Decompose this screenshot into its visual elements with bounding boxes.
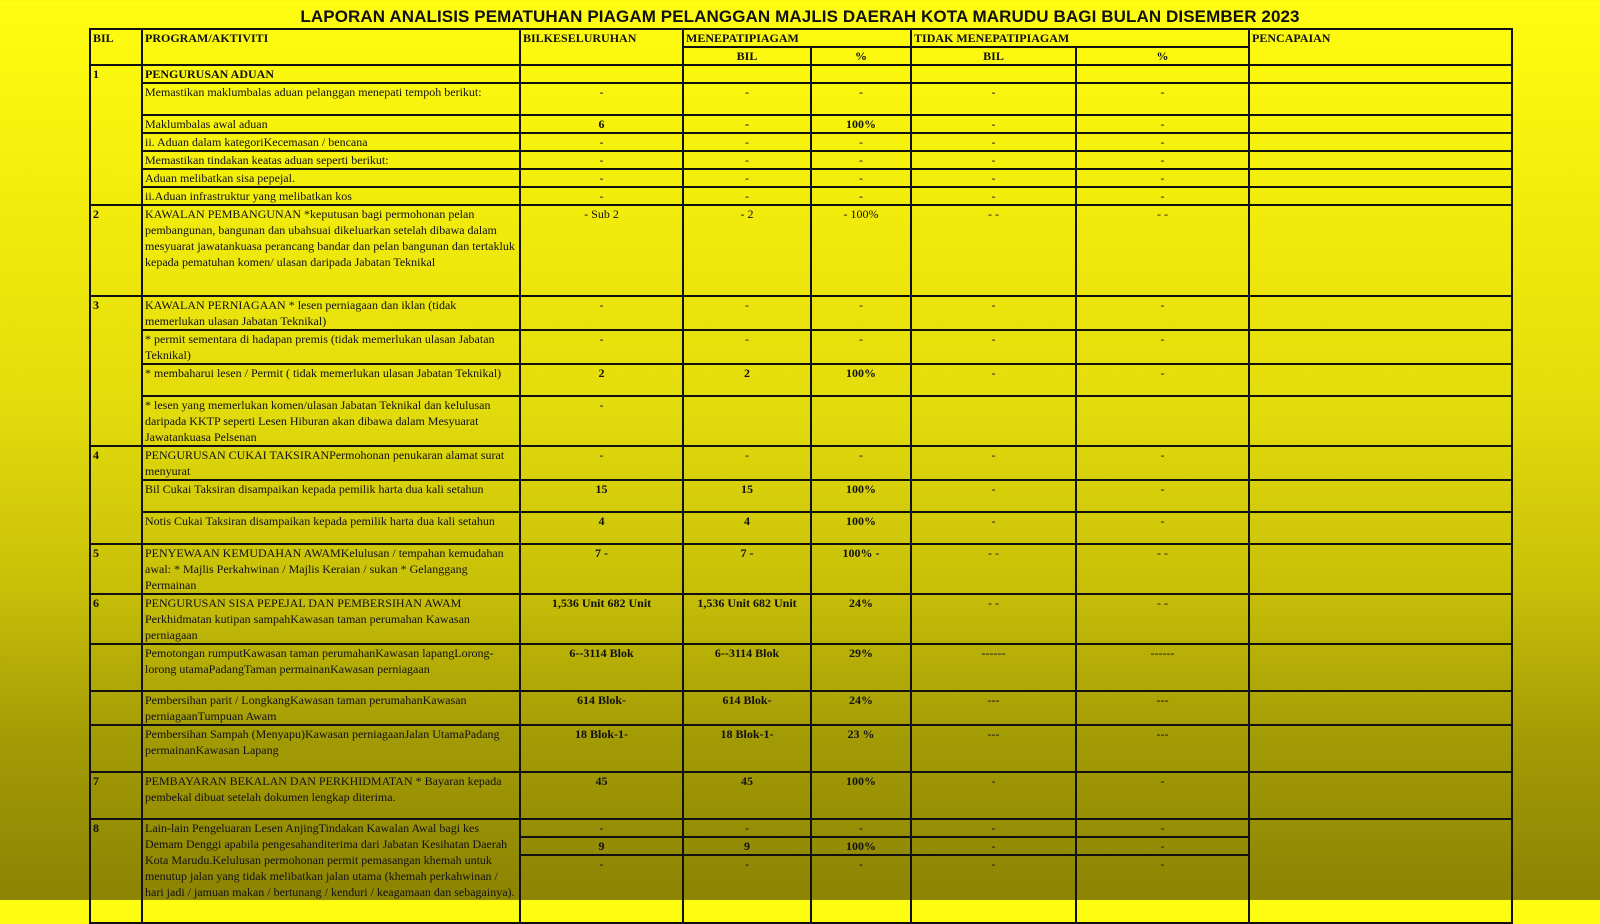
pencapaian-cell [1249, 364, 1512, 396]
tidak-pct-cell: - [1076, 83, 1249, 115]
table-row [90, 544, 1512, 594]
total-cell: - Sub 2 [520, 205, 683, 296]
total-cell: - [520, 187, 683, 205]
menepati-pct-cell: - [811, 133, 911, 151]
tidak-bil-cell: --- [911, 691, 1076, 725]
row-number: 3 [90, 296, 142, 446]
menepati-pct-cell [811, 65, 911, 83]
table-row [90, 446, 1512, 480]
menepati-pct-cell: 100% [811, 364, 911, 396]
tidak-pct-cell [1076, 396, 1249, 446]
menepati-pct-cell: 23 % [811, 725, 911, 772]
table-row [90, 364, 1512, 396]
menepati-bil-cell: - [683, 169, 811, 187]
tidak-bil-cell: - [911, 133, 1076, 151]
row-number: 5 [90, 544, 142, 594]
table-row [90, 396, 1512, 446]
total-cell: - [520, 133, 683, 151]
tidak-bil-cell: - [911, 169, 1076, 187]
menepati-pct-cell: - [811, 169, 911, 187]
table-row [90, 480, 1512, 512]
menepati-bil-cell: - [683, 855, 811, 923]
menepati-bil-cell: 18 Blok-1- [683, 725, 811, 772]
tidak-pct-cell: - - [1076, 544, 1249, 594]
menepati-bil-cell [683, 396, 811, 446]
menepati-pct-cell: - [811, 296, 911, 330]
pencapaian-cell [1249, 151, 1512, 169]
header-bil: BIL [90, 29, 142, 65]
tidak-pct-cell: - [1076, 330, 1249, 364]
menepati-bil-cell: - [683, 187, 811, 205]
subheader-tidak-pct: % [1076, 47, 1249, 65]
menepati-bil-cell: - [683, 133, 811, 151]
menepati-bil-cell: - [683, 83, 811, 115]
total-cell: 2 [520, 364, 683, 396]
total-cell: - [520, 819, 683, 837]
table-row [90, 296, 1512, 330]
menepati-bil-cell: 614 Blok- [683, 691, 811, 725]
program-cell: * membaharui lesen / Permit ( tidak memerlukan ulasan Jabatan Teknikal) [142, 364, 520, 396]
tidak-pct-cell: - [1076, 855, 1249, 923]
program-cell: * permit sementara di hadapan premis (tidak memerlukan ulasan Jabatan Teknikal) [142, 330, 520, 364]
menepati-bil-cell: 45 [683, 772, 811, 819]
tidak-bil-cell: - - [911, 544, 1076, 594]
table-row [90, 819, 1512, 837]
total-cell: 614 Blok- [520, 691, 683, 725]
tidak-bil-cell: - [911, 364, 1076, 396]
tidak-pct-cell: - [1076, 169, 1249, 187]
header-bil-keseluruhan: BILKESELURUHAN [520, 29, 683, 65]
tidak-bil-cell: - [911, 480, 1076, 512]
table-row [90, 83, 1512, 115]
menepati-bil-cell [683, 65, 811, 83]
menepati-pct-cell: 100% [811, 512, 911, 544]
tidak-pct-cell: - [1076, 772, 1249, 819]
total-cell: 18 Blok-1- [520, 725, 683, 772]
menepati-pct-cell: 100% [811, 837, 911, 855]
pencapaian-cell [1249, 691, 1512, 725]
tidak-pct-cell: - [1076, 187, 1249, 205]
tidak-pct-cell: - [1076, 296, 1249, 330]
total-cell: - [520, 855, 683, 923]
program-cell: PEMBAYARAN BEKALAN DAN PERKHIDMATAN * Bayaran kepada pembekal dibuat setelah dokumen lengkap diterima. [142, 772, 520, 819]
tidak-pct-cell: - [1076, 151, 1249, 169]
tidak-bil-cell [911, 65, 1076, 83]
menepati-bil-cell: - [683, 819, 811, 837]
menepati-pct-cell: 100% [811, 772, 911, 819]
pencapaian-cell [1249, 819, 1512, 923]
table-row [90, 772, 1512, 819]
pencapaian-cell [1249, 644, 1512, 691]
menepati-pct-cell: - [811, 330, 911, 364]
program-cell: Aduan melibatkan sisa pepejal. [142, 169, 520, 187]
menepati-pct-cell: - [811, 446, 911, 480]
row-number [90, 725, 142, 772]
row-number: 6 [90, 594, 142, 644]
pencapaian-cell [1249, 169, 1512, 187]
menepati-bil-cell: 1,536 Unit 682 Unit [683, 594, 811, 644]
menepati-pct-cell: 24% [811, 691, 911, 725]
total-cell: 45 [520, 772, 683, 819]
total-cell: 6 [520, 115, 683, 133]
total-cell [520, 65, 683, 83]
program-cell: Memastikan tindakan keatas aduan seperti berikut: [142, 151, 520, 169]
program-cell: Pembersihan Sampah (Menyapu)Kawasan perniagaanJalan UtamaPadang permainanKawasan Lapang [142, 725, 520, 772]
program-cell: * lesen yang memerlukan komen/ulasan Jabatan Teknikal dan kelulusan daripada KKTP seperti Lesen Hiburan akan dibawa dalam Mesyuarat Jawatankuasa Pelsenan [142, 396, 520, 446]
header-pencapaian: PENCAPAIAN [1249, 29, 1512, 65]
table-row [90, 187, 1512, 205]
tidak-pct-cell: --- [1076, 725, 1249, 772]
total-cell: 9 [520, 837, 683, 855]
total-cell: - [520, 446, 683, 480]
total-cell: 6--3114 Blok [520, 644, 683, 691]
menepati-pct-cell: 24% [811, 594, 911, 644]
table-row [90, 512, 1512, 544]
total-cell: - [520, 169, 683, 187]
tidak-pct-cell: - [1076, 446, 1249, 480]
tidak-bil-cell: - [911, 837, 1076, 855]
tidak-bil-cell [911, 396, 1076, 446]
menepati-bil-cell: 15 [683, 480, 811, 512]
table-row [90, 205, 1512, 296]
pencapaian-cell [1249, 330, 1512, 364]
tidak-bil-cell: ------ [911, 644, 1076, 691]
program-cell: PENYEWAAN KEMUDAHAN AWAMKelulusan / tempahan kemudahan awal: * Majlis Perkahwinan / Majlis Keraian / sukan * Gelanggang Permainan [142, 544, 520, 594]
table-row [90, 644, 1512, 691]
tidak-bil-cell: - [911, 512, 1076, 544]
menepati-pct-cell: - [811, 819, 911, 837]
table-row [90, 594, 1512, 644]
tidak-pct-cell: - [1076, 837, 1249, 855]
table-body [90, 65, 1512, 923]
row-number [90, 644, 142, 691]
tidak-pct-cell: - - [1076, 205, 1249, 296]
tidak-pct-cell: ------ [1076, 644, 1249, 691]
table-row [90, 169, 1512, 187]
menepati-bil-cell: 4 [683, 512, 811, 544]
menepati-bil-cell: - [683, 151, 811, 169]
menepati-bil-cell: 7 - [683, 544, 811, 594]
program-cell: Lain-lain Pengeluaran Lesen AnjingTindakan Kawalan Awal bagi kes Demam Denggi apabila pengesahanditerima dari Jabatan Kesihatan Daerah Kota Marudu.Kelulusan permohonan permit pemasangan khemah untuk menutup jalan yang tidak melibatkan jalan utama (khemah perkahwinan / hari jadi / jamuan makan / bertunang / kenduri / keagamaan dan sebagainya). [142, 819, 520, 923]
menepati-pct-cell: 100% [811, 480, 911, 512]
menepati-pct-cell: 100% - [811, 544, 911, 594]
program-cell: Maklumbalas awal aduan [142, 115, 520, 133]
total-cell: - [520, 396, 683, 446]
menepati-pct-cell: 100% [811, 115, 911, 133]
pencapaian-cell [1249, 544, 1512, 594]
table-row [90, 725, 1512, 772]
total-cell: - [520, 330, 683, 364]
total-cell: 4 [520, 512, 683, 544]
menepati-pct-cell: 29% [811, 644, 911, 691]
total-cell: 15 [520, 480, 683, 512]
header-menepati-piagam: MENEPATIPIAGAM [683, 29, 911, 47]
program-cell: ii.Aduan infrastruktur yang melibatkan kos [142, 187, 520, 205]
menepati-bil-cell: 9 [683, 837, 811, 855]
report-title: LAPORAN ANALISIS PEMATUHAN PIAGAM PELANGGAN MAJLIS DAERAH KOTA MARUDU BAGI BULAN DISEMBER 2023 [300, 7, 1300, 26]
menepati-bil-cell: - 2 [683, 205, 811, 296]
menepati-bil-cell: - [683, 446, 811, 480]
tidak-bil-cell: - [911, 330, 1076, 364]
tidak-bil-cell: --- [911, 725, 1076, 772]
subheader-menepati-pct: % [811, 47, 911, 65]
header-program: PROGRAM/AKTIVITI [142, 29, 520, 65]
pencapaian-cell [1249, 133, 1512, 151]
menepati-bil-cell: 6--3114 Blok [683, 644, 811, 691]
row-number: 7 [90, 772, 142, 819]
pencapaian-cell [1249, 115, 1512, 133]
row-number: 1 [90, 65, 142, 205]
menepati-pct-cell: - [811, 83, 911, 115]
menepati-pct-cell: - [811, 855, 911, 923]
tidak-bil-cell: - [911, 151, 1076, 169]
row-number: 2 [90, 205, 142, 296]
tidak-bil-cell: - [911, 187, 1076, 205]
table-row [90, 65, 1512, 83]
tidak-pct-cell [1076, 65, 1249, 83]
pencapaian-cell [1249, 65, 1512, 83]
menepati-pct-cell: - [811, 187, 911, 205]
pencapaian-cell [1249, 187, 1512, 205]
tidak-pct-cell: - [1076, 115, 1249, 133]
pencapaian-cell [1249, 480, 1512, 512]
pencapaian-cell [1249, 594, 1512, 644]
program-cell: Notis Cukai Taksiran disampaikan kepada pemilik harta dua kali setahun [142, 512, 520, 544]
pencapaian-cell [1249, 83, 1512, 115]
subheader-tidak-bil: BIL [911, 47, 1076, 65]
pencapaian-cell [1249, 205, 1512, 296]
menepati-bil-cell: - [683, 115, 811, 133]
tidak-pct-cell: --- [1076, 691, 1249, 725]
subheader-menepati-bil: BIL [683, 47, 811, 65]
menepati-pct-cell: - [811, 151, 911, 169]
total-cell: 7 - [520, 544, 683, 594]
pencapaian-cell [1249, 772, 1512, 819]
program-cell: ii. Aduan dalam kategoriKecemasan / bencana [142, 133, 520, 151]
pencapaian-cell [1249, 725, 1512, 772]
tidak-bil-cell: - - [911, 594, 1076, 644]
table-row [90, 115, 1512, 133]
compliance-table [89, 28, 1513, 924]
tidak-bil-cell: - [911, 855, 1076, 923]
pencapaian-cell [1249, 396, 1512, 446]
program-cell: KAWALAN PERNIAGAAN * lesen perniagaan dan iklan (tidak memerlukan ulasan Jabatan Teknikal) [142, 296, 520, 330]
tidak-pct-cell: - [1076, 364, 1249, 396]
total-cell: - [520, 296, 683, 330]
tidak-bil-cell: - [911, 819, 1076, 837]
table-row [90, 151, 1512, 169]
total-cell: 1,536 Unit 682 Unit [520, 594, 683, 644]
program-cell: Pembersihan parit / LongkangKawasan taman perumahanKawasan perniagaanTumpuan Awam [142, 691, 520, 725]
row-number: 4 [90, 446, 142, 544]
tidak-pct-cell: - [1076, 480, 1249, 512]
program-cell: Pemotongan rumputKawasan taman perumahanKawasan lapangLorong-lorong utamaPadangTaman permainanKawasan perniagaan [142, 644, 520, 691]
menepati-bil-cell: - [683, 296, 811, 330]
menepati-bil-cell: 2 [683, 364, 811, 396]
header-tidak-menepati-piagam: TIDAK MENEPATIPIAGAM [911, 29, 1249, 47]
tidak-pct-cell: - [1076, 512, 1249, 544]
tidak-bil-cell: - [911, 446, 1076, 480]
total-cell: - [520, 151, 683, 169]
program-cell: PENGURUSAN ADUAN [142, 65, 520, 83]
table-row [90, 133, 1512, 151]
tidak-pct-cell: - - [1076, 594, 1249, 644]
menepati-bil-cell: - [683, 330, 811, 364]
program-cell: Memastikan maklumbalas aduan pelanggan menepati tempoh berikut: [142, 83, 520, 115]
pencapaian-cell [1249, 296, 1512, 330]
tidak-bil-cell: - [911, 115, 1076, 133]
tidak-pct-cell: - [1076, 133, 1249, 151]
menepati-pct-cell: - 100% [811, 205, 911, 296]
row-number [90, 691, 142, 725]
tidak-bil-cell: - [911, 83, 1076, 115]
program-cell: Bil Cukai Taksiran disampaikan kepada pemilik harta dua kali setahun [142, 480, 520, 512]
tidak-bil-cell: - - [911, 205, 1076, 296]
pencapaian-cell [1249, 512, 1512, 544]
total-cell: - [520, 83, 683, 115]
menepati-pct-cell [811, 396, 911, 446]
tidak-bil-cell: - [911, 296, 1076, 330]
tidak-pct-cell: - [1076, 819, 1249, 837]
row-number: 8 [90, 819, 142, 923]
table-row [90, 691, 1512, 725]
program-cell: KAWALAN PEMBANGUNAN *keputusan bagi permohonan pelan pembangunan, bangunan dan ubahsuai dikeluarkan setelah dibawa dalam mesyuarat jawatankuasa perancang bandar dan pelan bangunan dan tertakluk kepada pematuhan komen/ ulasan daripada Jabatan Teknikal [142, 205, 520, 296]
pencapaian-cell [1249, 446, 1512, 480]
table-row [90, 330, 1512, 364]
program-cell: PENGURUSAN CUKAI TAKSIRANPermohonan penukaran alamat surat menyurat [142, 446, 520, 480]
program-cell: PENGURUSAN SISA PEPEJAL DAN PEMBERSIHAN AWAM Perkhidmatan kutipan sampahKawasan taman perumahan Kawasan perniagaan [142, 594, 520, 644]
tidak-bil-cell: - [911, 772, 1076, 819]
